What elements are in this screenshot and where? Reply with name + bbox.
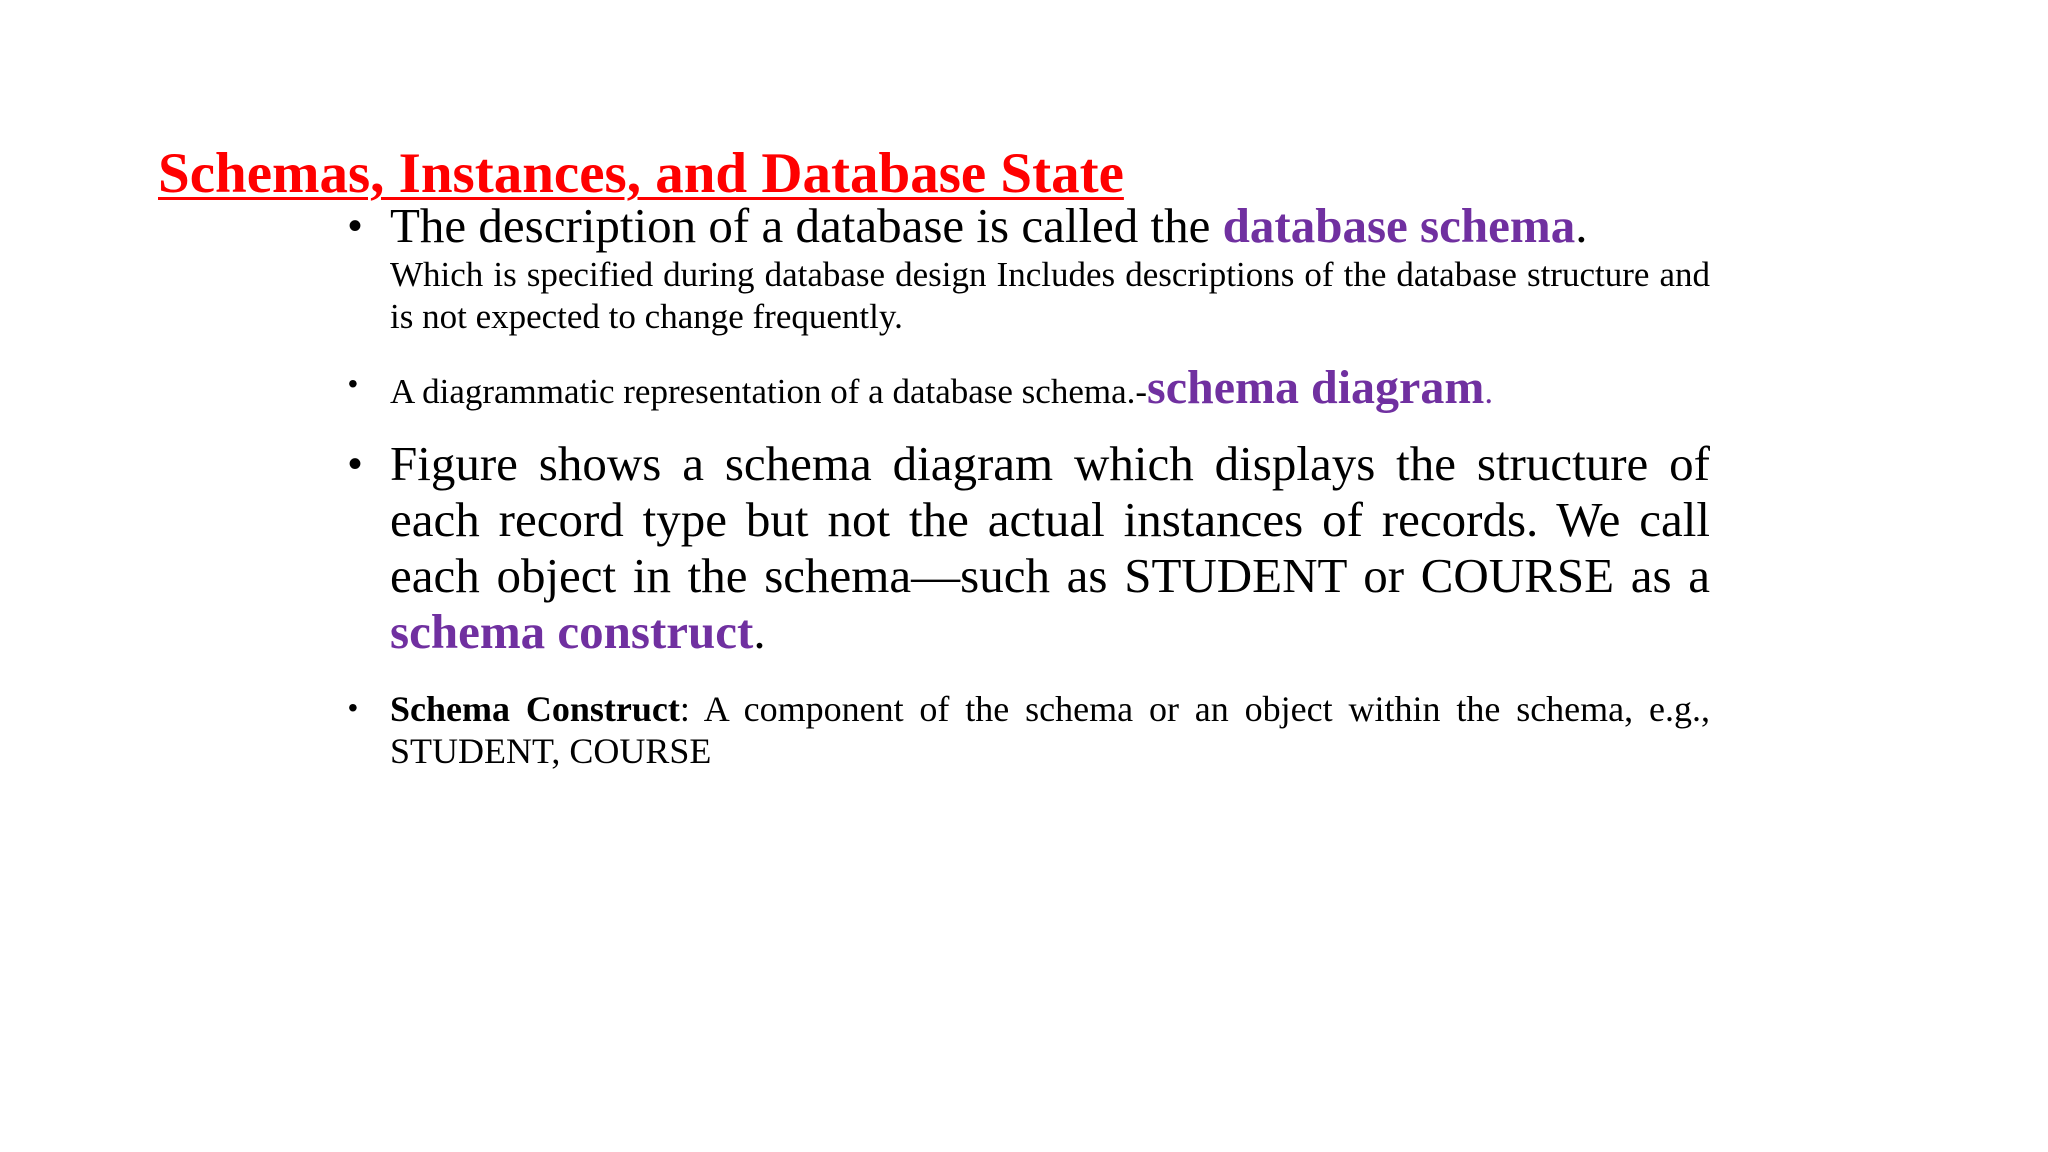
bullet-schema-construct-figure: [348, 436, 1710, 660]
bullet-detail: Which is specified during database design Includes descriptions of the database structure and is not expected to change frequently.: [390, 255, 1710, 336]
bullet-lead-text: A diagrammatic representation of a database schema.-: [390, 372, 1148, 411]
bullet-lead-text: Figure shows a schema diagram which displays the structure of each record type but not the actual instances of records. We call each object in the schema—such as STUDENT or COURSE as a: [390, 436, 1710, 603]
term-suffix: .: [1484, 372, 1494, 411]
term-schema-diagram: schema diagram: [1147, 361, 1485, 414]
bullet-schema-construct-definition: [348, 688, 1710, 772]
bullet-definition-text: : A component of the schema or an object within the schema, e.g., STUDENT, COURSE: [390, 689, 1710, 771]
bullet-schema-diagram: [348, 361, 1710, 416]
term-schema-construct: schema construct: [390, 604, 754, 659]
term-suffix: .: [1575, 198, 1588, 253]
bullet-marker: •: [348, 442, 363, 486]
term-database-schema: database schema: [1222, 198, 1576, 253]
bullet-marker: •: [348, 692, 358, 723]
term-schema-construct-bold: Schema Construct: [390, 689, 680, 729]
bullet-marker: •: [348, 204, 363, 248]
bullet-lead-text: The description of a database is called the: [390, 198, 1223, 253]
bullet-list: [348, 198, 1710, 772]
bullet-marker: •: [348, 368, 358, 399]
term-suffix: .: [753, 604, 766, 659]
bullet-database-schema: [348, 198, 1710, 338]
slide-title: Schemas, Instances, and Database State: [158, 142, 1124, 205]
